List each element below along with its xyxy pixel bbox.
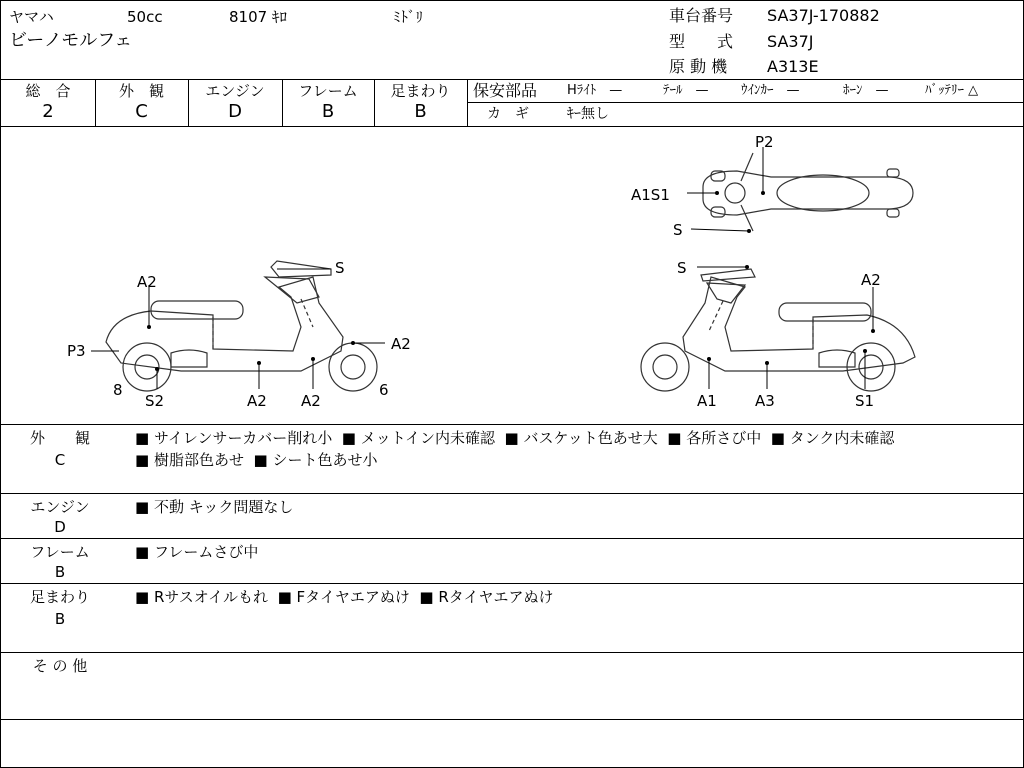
frame-number: SA37J-170882 — [767, 6, 880, 25]
remark-frame-grade: B — [54, 563, 66, 581]
divider — [1, 424, 1023, 425]
remark-item: ■ Rサスオイルもれ — [135, 588, 269, 606]
remark-item: ■ 不動 キック問題なし — [135, 498, 294, 516]
frame-number-label: 車台番号 — [669, 6, 734, 25]
divider — [467, 102, 1023, 103]
remark-engine-grade: D — [54, 518, 66, 536]
remark-item: ■ Fタイヤエアぬけ — [277, 588, 410, 606]
remark-item: ■ タンク内未確認 — [770, 429, 895, 447]
safety-battery: ﾊﾞｯﾃﾘｰ △ — [925, 83, 979, 98]
mileage: 8107 ｷﾛ — [229, 8, 287, 26]
mark-right-a2: A2 — [861, 271, 881, 289]
remark-frame-items — [135, 541, 1015, 563]
grade-total-label: 総 合 — [25, 82, 71, 100]
remark-exterior-grade: C — [54, 451, 66, 469]
remark-engine-items — [135, 496, 1015, 518]
remark-frame-label: フレーム — [30, 543, 90, 561]
remark-item: ■ 各所さび中 — [667, 429, 762, 447]
remark-item: ■ 樹脂部色あせ — [135, 451, 244, 469]
grade-frame-value: B — [321, 101, 335, 122]
engine-value: A313E — [767, 57, 819, 76]
damage-diagram — [1, 127, 1023, 423]
damage-dots — [147, 191, 875, 371]
safety-headlight: Hﾗｲﾄ — — [567, 83, 623, 98]
remark-engine-label: エンジン — [30, 498, 90, 516]
mark-right-a1: A1 — [697, 392, 717, 410]
remark-exterior-items — [135, 427, 1015, 471]
grade-suspension-value: B — [414, 101, 427, 122]
safety-label: 保安部品 — [473, 81, 538, 100]
mark-top-s: S — [673, 221, 683, 239]
remark-other-label: そ の 他 — [32, 657, 88, 675]
divider — [1, 583, 1023, 584]
grade-exterior-value: C — [135, 101, 148, 122]
safety-tail: ﾃｰﾙ — — [663, 83, 709, 98]
mark-left-s: S — [335, 259, 345, 277]
mark-left-6: 6 — [379, 381, 389, 399]
grade-frame-label: フレーム — [298, 82, 358, 100]
type-value: SA37J — [767, 32, 814, 51]
mark-left-a2-floor: A2 — [247, 392, 267, 410]
divider — [1, 652, 1023, 653]
safety-horn: ﾎｰﾝ — — [843, 83, 889, 98]
remark-item: ■ バスケット色あせ大 — [504, 429, 658, 447]
remark-item: ■ メットイン内未確認 — [341, 429, 495, 447]
grade-engine-label: エンジン — [205, 82, 265, 100]
remark-item: ■ サイレンサーカバー削れ小 — [135, 429, 333, 447]
mark-left-8: 8 — [113, 381, 123, 399]
key-value: ｷｰ無し — [567, 106, 609, 122]
remark-item: ■ シート色あせ小 — [253, 451, 378, 469]
mark-right-s: S — [677, 259, 687, 277]
remark-suspension-grade: B — [54, 610, 66, 628]
remark-item: ■ Rタイヤエアぬけ — [419, 588, 554, 606]
grade-total-value: 2 — [42, 101, 54, 122]
mark-top-p2: P2 — [755, 133, 774, 151]
remark-item: ■ フレームさび中 — [135, 543, 259, 561]
engine-label: 原 動 機 — [669, 57, 728, 76]
mark-top-a1s1: A1S1 — [631, 186, 670, 204]
mark-left-s2: S2 — [145, 392, 165, 410]
model-name: ビーノモルフェ — [9, 30, 133, 51]
mark-left-a2-fender: A2 — [391, 335, 411, 353]
mark-right-s1: S1 — [855, 392, 875, 410]
mark-left-a2-seat: A2 — [137, 273, 157, 291]
remark-suspension-label: 足まわり — [29, 588, 90, 606]
remark-suspension-items — [135, 586, 1015, 608]
divider — [1, 79, 1023, 80]
key-label: カ ギ — [487, 106, 529, 122]
divider — [1, 719, 1023, 720]
divider — [1, 493, 1023, 494]
grade-engine-value: D — [228, 101, 242, 122]
maker: ヤマハ — [9, 8, 54, 26]
safety-winker: ｳｲﾝｶｰ — — [741, 83, 800, 98]
body-color: ﾐﾄﾞﾘ — [393, 8, 424, 26]
grade-exterior-label: 外 観 — [118, 82, 164, 100]
type-label: 型 式 — [669, 32, 734, 51]
remark-exterior-label: 外 観 — [29, 429, 90, 447]
grade-suspension-label: 足まわり — [390, 82, 451, 100]
mark-left-p3: P3 — [67, 342, 86, 360]
displacement: 50cc — [127, 8, 163, 26]
leader-lines — [91, 147, 873, 389]
divider — [1, 538, 1023, 539]
mark-right-a3: A3 — [755, 392, 775, 410]
scooter-top-view — [703, 153, 913, 231]
mark-left-a2-front: A2 — [301, 392, 321, 410]
